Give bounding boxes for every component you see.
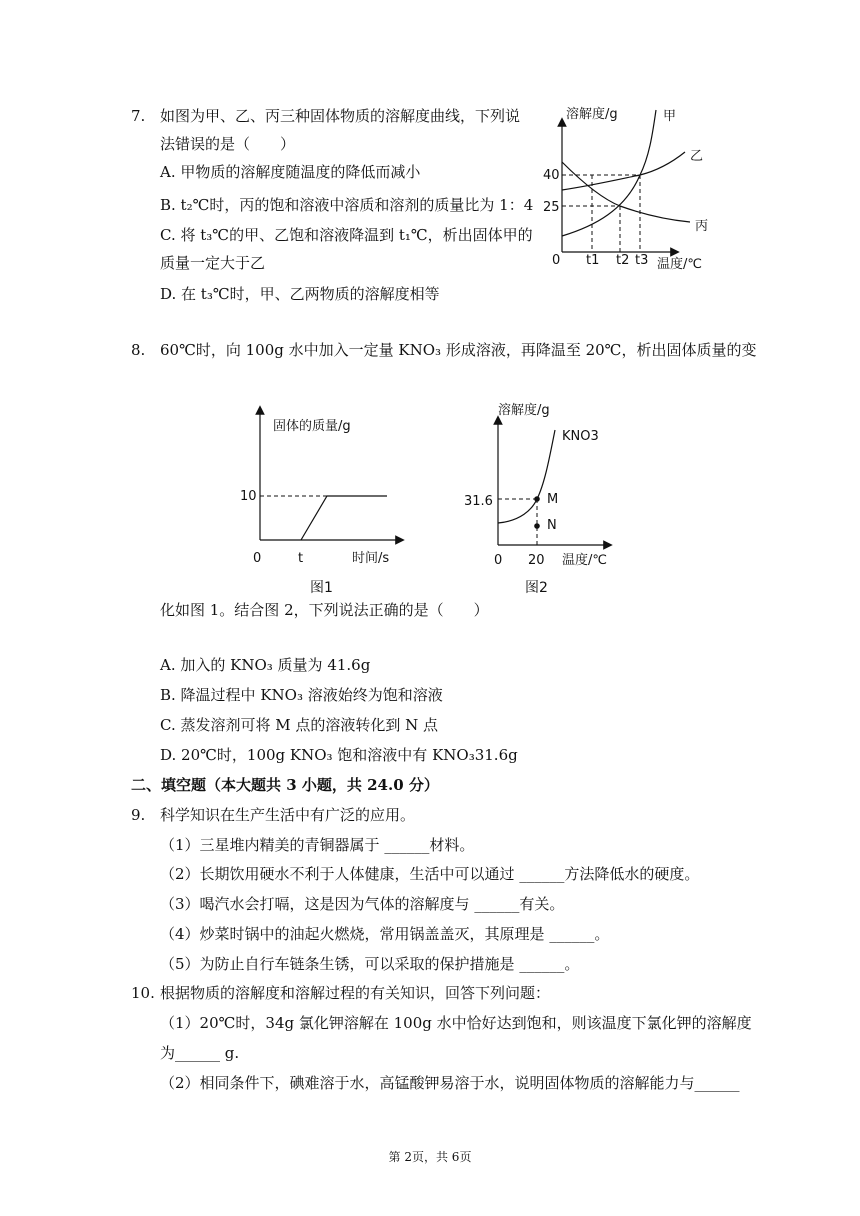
q8-stem-line2: 化如图 1。结合图 2，下列说法正确的是（ ） [160, 601, 489, 619]
y-tick-10: 10 [240, 489, 257, 504]
curve-bing [562, 162, 690, 222]
x-tick-t2: t2 [616, 253, 630, 268]
q8-stem-line1: 60℃时，向 100g 水中加入一定量 KNO₃ 形成溶液，再降温至 20℃，析出固体质量的变 [160, 341, 757, 359]
q9-part3: （3）喝汽水会打嗝，这是因为气体的溶解度与 ______有关。 [160, 895, 565, 913]
q8-option-a: A. 加入的 KNO₃ 质量为 41.6g [160, 656, 371, 674]
y-tick-25: 25 [543, 200, 560, 215]
section2-title: 二、填空题（本大题共 3 小题，共 24.0 分） [131, 776, 439, 794]
label-yi: 乙 [690, 149, 704, 164]
q10-stem: 根据物质的溶解度和溶解过程的有关知识，回答下列问题： [160, 984, 551, 1002]
q8-number: 8. [131, 341, 146, 359]
label-m: M [547, 492, 559, 507]
y-tick-31-6: 31.6 [464, 494, 493, 509]
q7-stem-line2: 法错误的是（ ） [160, 135, 296, 153]
q8-figure1-chart [235, 400, 410, 600]
q10-part1-line1: （1）20℃时，34g 氯化钾溶解在 100g 水中恰好达到饱和，则该温度下氯化钾的溶解度 [160, 1014, 752, 1032]
q8-figure2-chart [460, 395, 635, 600]
q8-option-c: C. 蒸发溶剂可将 M 点的溶液转化到 N 点 [160, 716, 439, 734]
label-jia: 甲 [663, 109, 677, 124]
q10-part1-line2: 为______ g. [160, 1044, 240, 1062]
origin-label: 0 [552, 253, 561, 268]
label-kno3: KNO3 [562, 429, 599, 444]
origin-label: 0 [253, 551, 262, 566]
q7-option-d: D. 在 t₃℃时，甲、乙两物质的溶解度相等 [160, 285, 440, 303]
q9-stem: 科学知识在生产生活中有广泛的应用。 [160, 806, 416, 824]
figure2-caption: 图2 [525, 580, 548, 596]
x-tick-t1: t1 [586, 253, 600, 268]
x-tick-t3: t3 [635, 253, 649, 268]
label-n: N [547, 518, 557, 533]
q7-option-b: B. t₂℃时，丙的饱和溶液中溶质和溶剂的质量比为 1：4 [160, 196, 534, 214]
q10-part2: （2）相同条件下，碘难溶于水，高锰酸钾易溶于水，说明固体物质的溶解能力与______ [160, 1074, 740, 1092]
curve-yi [562, 152, 685, 190]
q8-option-b: B. 降温过程中 KNO₃ 溶液始终为饱和溶液 [160, 686, 443, 704]
origin-label: 0 [494, 553, 503, 568]
curve-kno3 [498, 430, 555, 523]
label-bing: 丙 [695, 219, 709, 234]
q7-stem-line1: 如图为甲、乙、丙三种固体物质的溶解度曲线，下列说 [160, 107, 521, 125]
x-tick-20: 20 [528, 553, 545, 568]
point-n [534, 523, 540, 529]
q9-part1: （1）三星堆内精美的青铜器属于 ______材料。 [160, 836, 475, 854]
q10-number: 10. [131, 984, 155, 1002]
solid-mass-line [301, 496, 387, 540]
page-footer: 第 2页，共 6页 [388, 1150, 472, 1164]
x-tick-t: t [298, 551, 304, 566]
y-tick-40: 40 [543, 168, 560, 183]
y-axis-label: 固体的质量/g [273, 419, 351, 434]
q7-option-a: A. 甲物质的溶解度随温度的降低而减小 [160, 163, 421, 181]
y-axis-label: 溶解度/g [566, 107, 618, 122]
x-axis-label: 温度/℃ [562, 553, 607, 568]
q9-part5: （5）为防止自行车链条生锈，可以采取的保护措施是 ______。 [160, 955, 580, 973]
x-axis-label: 温度/℃ [657, 257, 702, 272]
point-m [534, 496, 540, 502]
q7-number: 7. [131, 107, 146, 125]
q7-option-c-line1: C. 将 t₃℃的甲、乙饱和溶液降温到 t₁℃，析出固体甲的 [160, 226, 533, 244]
q9-part4: （4）炒菜时锅中的油起火燃烧，常用锅盖盖灭，其原理是 ______。 [160, 925, 610, 943]
figure1-caption: 图1 [310, 580, 333, 596]
x-axis-label: 时间/s [352, 551, 390, 566]
q8-option-d: D. 20℃时，100g KNO₃ 饱和溶液中有 KNO₃31.6g [160, 746, 518, 764]
q7-option-c-line2: 质量一定大于乙 [160, 254, 266, 272]
q9-number: 9. [131, 806, 146, 824]
q9-part2: （2）长期饮用硬水不利于人体健康，生活中可以通过 ______方法降低水的硬度。 [160, 865, 700, 883]
y-axis-label: 溶解度/g [498, 403, 550, 418]
curve-jia [562, 110, 656, 236]
q7-solubility-chart [545, 100, 725, 275]
